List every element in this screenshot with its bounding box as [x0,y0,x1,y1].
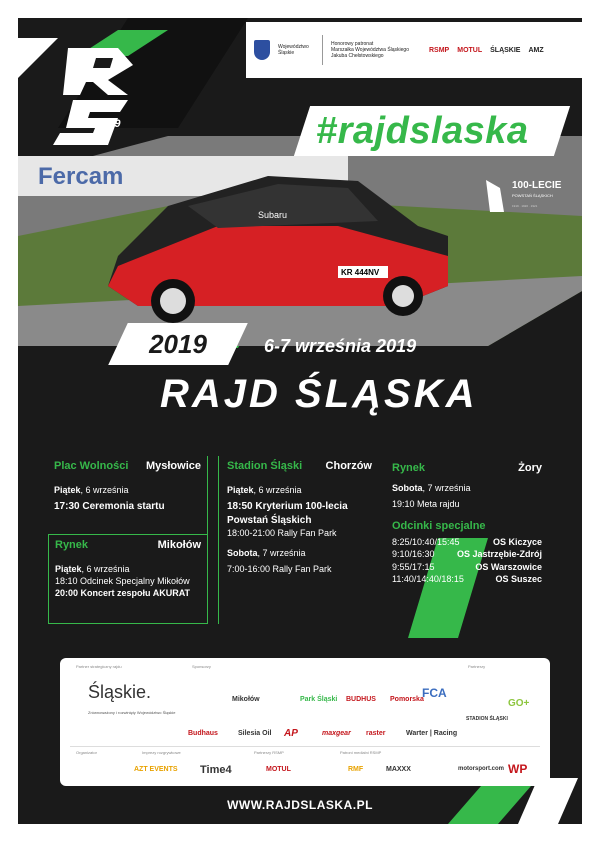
stage-times: 11:40/14:40/18:15 [392,573,464,584]
uprising-monument-icon [482,178,508,214]
hashtag-text: #rajdslaska [316,110,529,152]
sponsor-logo: Park Śląski [300,696,338,703]
event-item: 18:50 Kryterium 100-lecia [227,501,348,513]
stadion-slaski-logo: STADION ŚLĄSKI [466,716,508,722]
venue-place: Rynek [392,462,426,474]
sponsor-logo: motorsport.com [458,766,505,772]
sponsor-logo: Pomorska [390,696,424,703]
caption-strategic: Partner strategiczny rajdu [76,664,122,669]
stage-times: 9:55/17:15 [392,561,435,572]
patronage-line-3: Jakuba Chełstowskiego [331,53,384,59]
venue-rynek-mikolow [48,534,208,624]
year-badge-text: 2019 [149,329,207,359]
venue-city: Chorzów [325,460,372,472]
sponsor-logo: maxgear [322,730,351,737]
venue-place: Stadion Śląski [227,460,303,472]
stage-name: OS Jastrzębie-Zdrój [456,549,542,560]
rally-car-photo [18,136,582,346]
venue-city: Mysłowice [145,460,201,472]
sponsor-logo: Warter | Racing [406,730,458,737]
special-stages-list [392,536,542,585]
website-url: WWW.RAJDSLASKA.PL [227,798,373,812]
venue-city: Mikołów [157,539,201,551]
caption-partners: Partnerzy [468,664,486,669]
anniversary-subtitle: POWSTAŃ ŚLĄSKICH [512,193,553,198]
stage-row [392,561,542,573]
stage-name: OS Warszowice [475,561,542,572]
sponsor-logo: Silesia Oil [238,730,272,737]
sponsor-logo: Mikołów [232,696,260,703]
event-day: Piątek [54,485,81,495]
sponsor-logo: Time4 [200,764,232,776]
event-date: , 6 września [253,485,302,495]
sponsor-logo: RMF [348,766,364,773]
event-day: Piątek [55,564,82,574]
patronage-line-1: Honorowy patronat [331,41,374,47]
special-stages-title: Odcinki specjalne [392,520,486,533]
fca-logo: FCA [422,686,447,700]
event-item: Powstań Śląskich [227,514,312,526]
event-item: 19:10 Meta rajdu [392,499,460,510]
event-title: RAJD ŚLĄSKA [160,372,478,416]
rs-logo-icon [48,40,138,150]
patron-divider [322,35,323,65]
stage-times: 9:10/16:30 [392,549,435,560]
stage-name: OS Kiczyce [492,537,542,548]
year-badge [108,323,248,365]
sponsor-logo: WP [508,762,528,776]
stage-row [392,573,542,585]
sponsor-logo: MAXXX [386,766,411,773]
slaskie-strategic-logo: Śląskie. [88,682,152,702]
venue-city: Żory [518,462,542,474]
poster [18,18,582,824]
logo-year: 2019 [96,118,121,130]
venue-place: Plac Wolności [54,460,129,472]
event-item: 18:00-21:00 Rally Fan Park [227,528,337,539]
caption-media: Patroni medialni RSMP [340,750,382,755]
venue-rynek-zory [392,462,542,585]
event-dates: 6-7 września 2019 [264,336,417,356]
event-date: , 7 września [257,548,306,559]
sponsor-logo: MOTUL [266,766,291,773]
stage-name: OS Suszec [495,573,542,584]
stage-times: 8:25/10:40/15:45 [392,537,460,548]
sponsor-logo: AZT EVENTS [134,766,178,773]
rsmp-logo: RSMP [429,46,450,54]
patron-bar [246,22,582,78]
slaskie-logo: ŚLĄSKIE [490,46,521,54]
hashtag-box [294,106,570,156]
caption-rsmp: Partnerzy RSMP [254,750,284,755]
stage-row [392,536,542,548]
anniversary-years: 1919 · 1920 · 1921 [512,204,538,208]
strategic-subtitle: Zrównoważony i rozwinięty Województwo Śląskie [88,710,176,715]
event-date: , 6 września [81,564,130,574]
photo-banner-text: Fercam [38,163,124,190]
patronage-text [331,41,421,59]
motul-logo: MOTUL [457,46,483,54]
sponsor-logo: Budhaus [188,730,218,737]
amz-logo: AMZ [528,46,544,54]
event-item: 20:00 Koncert zespołu AKURAT [55,588,191,599]
caption-organizer: Organizator [76,750,97,755]
event-day: Sobota [392,483,423,493]
event-item: 7:00-16:00 Rally Fan Park [227,564,332,575]
license-plate: KR 444NV [341,268,380,277]
anniversary-title: 100-LECIE [512,180,562,191]
event-item: 17:30 Ceremonia startu [54,501,165,513]
region-name: Województwo Śląskie [278,44,309,56]
stage-row [392,548,542,560]
car-sponsor: Subaru [258,210,288,220]
venue-stadion-slaski [218,456,378,624]
caption-sponsors: Sponsorzy [192,664,211,669]
sponsor-logo: AP [284,728,298,739]
sponsors-divider [70,746,540,747]
event-day: Piątek [227,485,254,495]
go-logo: GO+ [508,698,530,709]
sponsor-logo: raster [366,730,386,737]
sponsor-logo: BUDHUS [346,696,376,703]
event-date: , 6 września [80,485,129,495]
patronage-line-2: Marszałka Województwa Śląskiego [331,47,409,53]
venue-place: Rynek [55,539,89,551]
caption-cooperation: Imprezy rozgrywkowe [142,750,181,755]
event-item: 18:10 Odcinek Specjalny Mikołów [55,576,190,587]
event-date: , 7 września [422,483,471,493]
event-day: Sobota [227,548,258,559]
venue-plac-wolnosci [48,456,208,538]
anniversary [512,180,561,208]
sponsors-panel [60,658,550,786]
region-crest-icon [254,40,270,60]
